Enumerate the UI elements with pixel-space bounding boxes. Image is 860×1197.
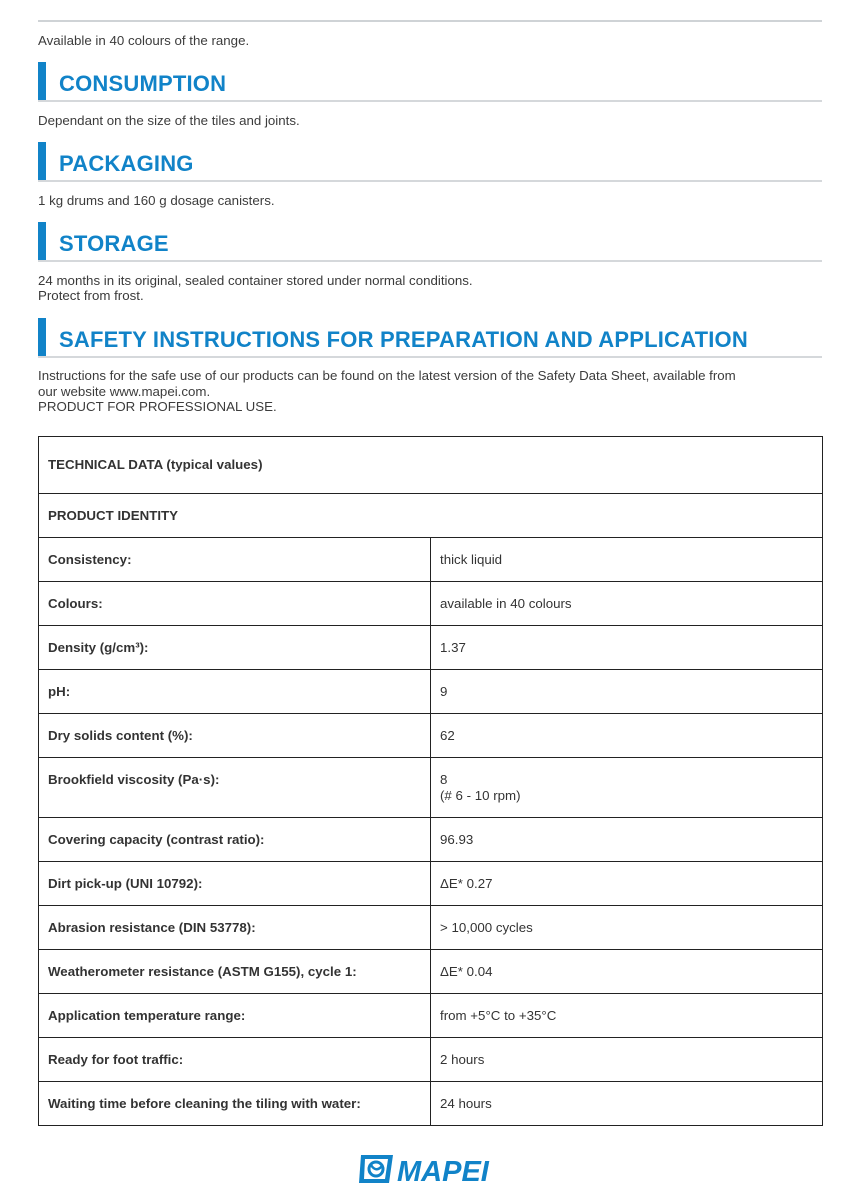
section-accent-bar bbox=[38, 318, 46, 356]
colours-text: Available in 40 colours of the range. bbox=[38, 33, 250, 48]
row-label: Consistency: bbox=[39, 538, 431, 582]
table-row bbox=[39, 1082, 823, 1126]
consumption-paragraph bbox=[38, 113, 822, 129]
row-value bbox=[431, 758, 823, 818]
table-row bbox=[39, 862, 823, 906]
section-header-consumption bbox=[38, 62, 822, 102]
table-subtitle-row bbox=[39, 494, 823, 538]
table-title: TECHNICAL DATA (typical values) bbox=[39, 437, 823, 494]
safety-text-line: our website www.mapei.com. bbox=[38, 383, 211, 399]
storage-text-line: 24 months in its original, sealed container stored under normal conditions. bbox=[38, 273, 473, 288]
table-row bbox=[39, 758, 823, 818]
row-value: thick liquid bbox=[431, 538, 823, 582]
colours-paragraph bbox=[38, 33, 822, 49]
row-label: Brookfield viscosity (Pa·s): bbox=[39, 758, 431, 818]
row-label: Abrasion resistance (DIN 53778): bbox=[39, 906, 431, 950]
section-title: STORAGE bbox=[59, 231, 169, 256]
table-row bbox=[39, 670, 823, 714]
section-accent-bar bbox=[38, 62, 46, 100]
technical-data-table bbox=[38, 436, 823, 1126]
logo-wordmark: MAPEI bbox=[397, 1156, 489, 1187]
table-row bbox=[39, 994, 823, 1038]
row-label: Density (g/cm³): bbox=[39, 626, 431, 670]
storage-text-line: Protect from frost. bbox=[38, 288, 144, 303]
section-header-packaging bbox=[38, 142, 822, 182]
consumption-text: Dependant on the size of the tiles and joints. bbox=[38, 113, 300, 128]
section-title: SAFETY INSTRUCTIONS FOR PREPARATION AND APPLICATION bbox=[59, 327, 748, 352]
table-row bbox=[39, 714, 823, 758]
safety-paragraph bbox=[38, 368, 822, 415]
packaging-paragraph bbox=[38, 193, 822, 209]
row-value: available in 40 colours bbox=[431, 582, 823, 626]
row-label: pH: bbox=[39, 670, 431, 714]
safety-text-line: PRODUCT FOR PROFESSIONAL USE. bbox=[38, 399, 277, 414]
row-label: Weatherometer resistance (ASTM G155), cycle 1: bbox=[39, 950, 431, 994]
row-value-main: 8 bbox=[440, 772, 448, 787]
section-accent-bar bbox=[38, 222, 46, 260]
row-label: Waiting time before cleaning the tiling with water: bbox=[39, 1082, 431, 1126]
row-value: 24 hours bbox=[431, 1082, 823, 1126]
row-label: Dirt pick-up (UNI 10792): bbox=[39, 862, 431, 906]
table-row bbox=[39, 538, 823, 582]
section-title: CONSUMPTION bbox=[59, 71, 227, 96]
section-header-safety bbox=[38, 318, 822, 358]
row-value: ΔE* 0.04 bbox=[431, 950, 823, 994]
top-divider bbox=[38, 20, 822, 22]
row-value: 2 hours bbox=[431, 1038, 823, 1082]
row-label: Covering capacity (contrast ratio): bbox=[39, 818, 431, 862]
row-label: Dry solids content (%): bbox=[39, 714, 431, 758]
table-row bbox=[39, 1038, 823, 1082]
table-row bbox=[39, 818, 823, 862]
row-value: from +5°C to +35°C bbox=[431, 994, 823, 1038]
row-label: Colours: bbox=[39, 582, 431, 626]
row-label: Application temperature range: bbox=[39, 994, 431, 1038]
section-accent-bar bbox=[38, 142, 46, 180]
section-header-storage bbox=[38, 222, 822, 262]
table-row bbox=[39, 906, 823, 950]
row-value: 1.37 bbox=[431, 626, 823, 670]
packaging-text: 1 kg drums and 160 g dosage canisters. bbox=[38, 193, 275, 208]
row-value: > 10,000 cycles bbox=[431, 906, 823, 950]
table-title-row bbox=[39, 437, 823, 494]
safety-text-line: Instructions for the safe use of our products can be found on the latest version of the Safety Data Sheet, available from bbox=[38, 368, 736, 383]
section-title: PACKAGING bbox=[59, 151, 194, 176]
mapei-logo bbox=[357, 1151, 503, 1187]
row-value-note: (# 6 - 10 rpm) bbox=[440, 788, 521, 803]
table-subtitle: PRODUCT IDENTITY bbox=[39, 494, 823, 538]
table-row bbox=[39, 582, 823, 626]
row-value: 9 bbox=[431, 670, 823, 714]
row-value: 62 bbox=[431, 714, 823, 758]
row-value: 96.93 bbox=[431, 818, 823, 862]
mapei-logo-icon bbox=[357, 1151, 503, 1187]
row-label: Ready for foot traffic: bbox=[39, 1038, 431, 1082]
table-row bbox=[39, 950, 823, 994]
table-row bbox=[39, 626, 823, 670]
row-value: ΔE* 0.27 bbox=[431, 862, 823, 906]
